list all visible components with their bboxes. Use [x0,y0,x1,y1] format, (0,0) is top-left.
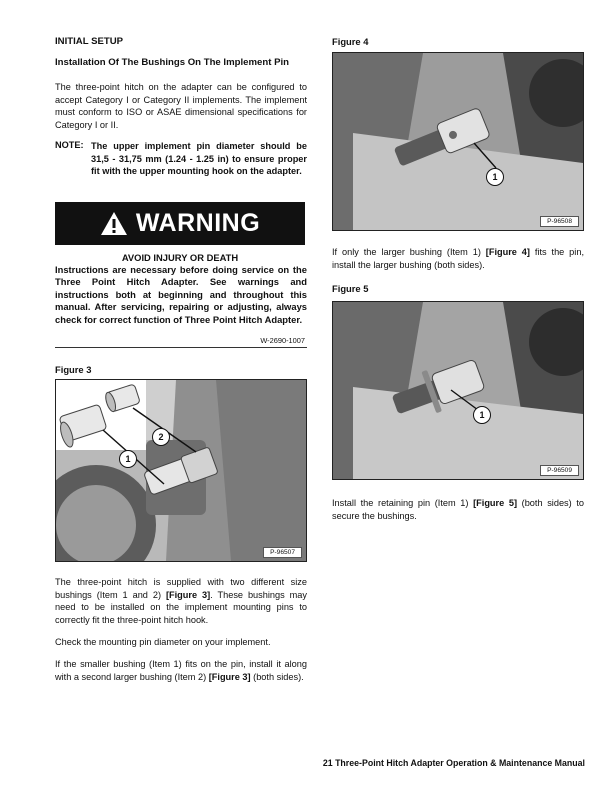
figure3-photo [55,379,307,562]
figure4-photo [332,52,584,231]
page-footer [323,758,585,768]
manual-title: Three-Point Hitch Adapter Operation & Maintenance Manual [335,758,585,768]
figure3-callout-1: 1 [119,450,137,468]
paragraph-retaining-pin [332,497,584,522]
figure3-reference-2: [Figure 3] [208,671,251,682]
paragraph-smaller-bushing-text-end: (both sides). [250,671,304,682]
figure5-label: Figure 5 [332,283,369,294]
section-title: INITIAL SETUP [55,36,124,47]
figure5-reference: [Figure 5] [473,498,518,508]
intro-paragraph: The three-point hitch on the adapter can be configured to accept Category I or Category II implements. The implement must conform to ISO or ASAE dimensional specifications for Category I or II. [55,82,307,130]
figure4-reference: [Figure 4] [485,247,530,257]
warning-body: Instructions are necessary before doing service on the Three Point Hitch Adapter. See warnings and instructions both at beginning and throughout this manual. After servicing, repairing or adjusting, always check for correct function of Three Point Hitch Adapter. [55,264,307,325]
note-text: The upper implement pin diameter should be 31,5 - 31,75 mm (1.24 - 1.25 in) to ensure proper fit with the upper mounting hook on the adapter. [91,141,307,177]
paragraph-larger-bushing [332,246,584,271]
warning-banner-text: WARNING [135,209,261,237]
paragraph-check-pin: Check the mounting pin diameter on your implement. [55,637,271,647]
paragraph-smaller-bushing-text: If the smaller bushing (Item 1) fits on the pin, install it along with a second larger bushing (Item 2) [55,659,307,682]
figure5-photo [332,301,584,480]
larger-bushing-on-pin-illustration [333,53,583,230]
retaining-pin-illustration [333,302,583,479]
paragraph-bushings [55,576,307,626]
figure3-callout-2: 2 [152,428,170,446]
paragraph-larger-bushing-text-end: fits the pin, install the larger bushing (both sides). [332,247,584,270]
figure4-code: P-96508 [540,216,579,227]
warning-divider [55,347,307,348]
figure4-callout-1: 1 [486,168,504,186]
hitch-pin-bushings-illustration [56,380,306,561]
warning-code: W-2690-1007 [260,336,305,345]
paragraph-retaining-pin-text-end: (both sides) to secure the bushings. [332,498,584,521]
paragraph-smaller-bushing [55,658,307,683]
figure5-code: P-96509 [540,465,579,476]
figure3-label: Figure 3 [55,364,92,375]
paragraph-bushings-text-end: . These bushings may need to be installed on the implement mounting pins to correctly fit the three-point hitch hook. [55,589,307,625]
paragraph-larger-bushing-text: If only the larger bushing (Item 1) [332,247,486,257]
figure3-code: P-96507 [263,547,302,558]
paragraph-bushings-text: The three-point hitch is supplied with two different size bushings (Item 1 and 2) [55,577,307,600]
warning-title: AVOID INJURY OR DEATH [121,252,239,263]
subsection-title: Installation Of The Bushings On The Implement Pin [55,57,289,68]
note-label: NOTE: [55,140,84,150]
page-number: 21 [322,758,333,768]
figure4-label: Figure 4 [332,36,369,47]
figure3-reference: [Figure 3] [165,589,211,600]
warning-banner [55,202,305,245]
figure5-callout-1: 1 [473,406,491,424]
paragraph-retaining-pin-text: Install the retaining pin (Item 1) [332,498,474,508]
warning-triangle-icon [100,211,128,236]
